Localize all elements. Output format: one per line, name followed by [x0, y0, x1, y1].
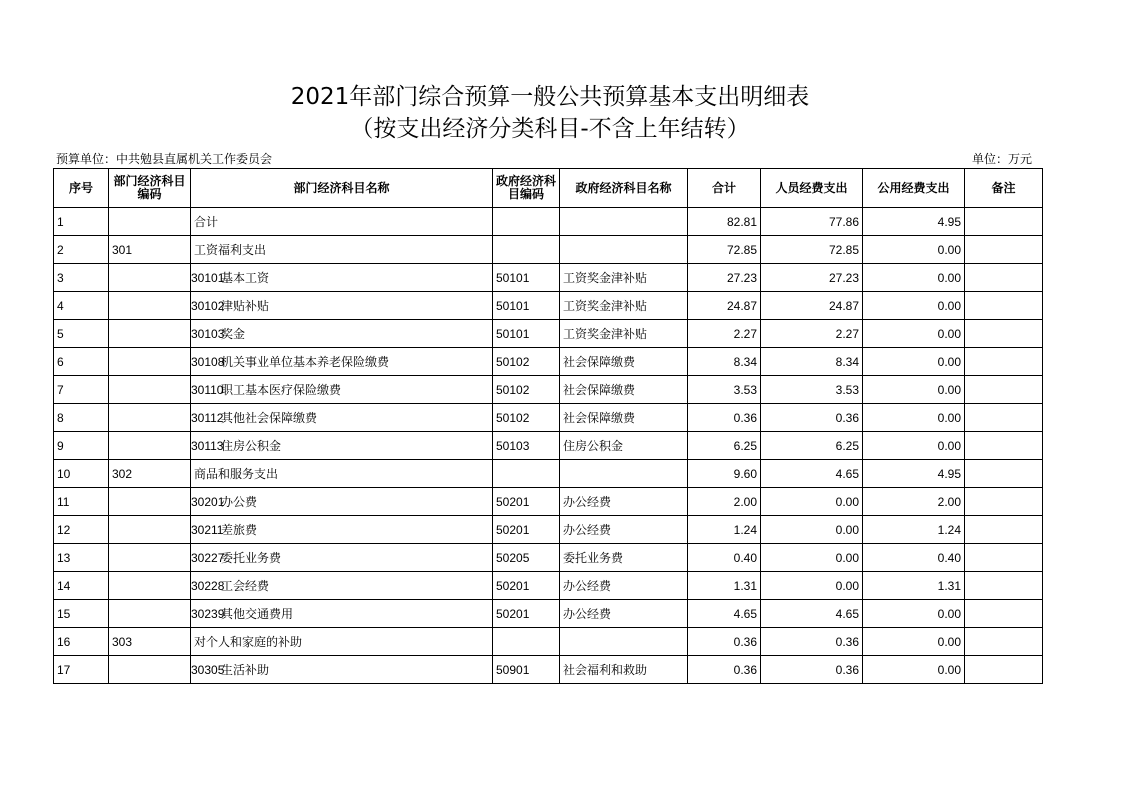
cell-public: 1.31: [863, 572, 965, 600]
cell-gov-code: 50205: [493, 544, 560, 572]
cell-public: 0.00: [863, 348, 965, 376]
cell-total: 72.85: [688, 236, 761, 264]
cell-total: 0.36: [688, 404, 761, 432]
cell-total: 2.27: [688, 320, 761, 348]
table-row: [54, 572, 1043, 600]
cell-gov-name: 社会保障缴费: [560, 348, 688, 376]
cell-gov-name: 办公经费: [560, 600, 688, 628]
cell-personnel: 0.36: [761, 404, 863, 432]
cell-public: 0.00: [863, 236, 965, 264]
cell-seq: 12: [54, 516, 109, 544]
table-row: [54, 320, 1043, 348]
cell-dept-code: 30201: [109, 488, 191, 516]
cell-dept-code: 30103: [109, 320, 191, 348]
cell-public: 0.00: [863, 600, 965, 628]
cell-seq: 7: [54, 376, 109, 404]
cell-remark: [965, 600, 1043, 628]
cell-total: 1.31: [688, 572, 761, 600]
cell-gov-code: 50201: [493, 516, 560, 544]
header-personnel: 人员经费支出: [761, 169, 863, 208]
cell-public: 4.95: [863, 460, 965, 488]
cell-gov-name: [560, 236, 688, 264]
cell-gov-code: 50103: [493, 432, 560, 460]
header-dept-name: 部门经济科目名称: [191, 169, 493, 208]
cell-personnel: 0.00: [761, 488, 863, 516]
cell-gov-code: 50101: [493, 264, 560, 292]
cell-dept-name: 基本工资: [191, 264, 493, 292]
cell-gov-code: 50101: [493, 320, 560, 348]
header-seq: 序号: [54, 169, 109, 208]
cell-seq: 2: [54, 236, 109, 264]
cell-dept-name: 机关事业单位基本养老保险缴费: [191, 348, 493, 376]
cell-total: 3.53: [688, 376, 761, 404]
cell-seq: 11: [54, 488, 109, 516]
cell-seq: 16: [54, 628, 109, 656]
cell-remark: [965, 516, 1043, 544]
cell-personnel: 4.65: [761, 600, 863, 628]
cell-dept-code: 30110: [109, 376, 191, 404]
cell-personnel: 6.25: [761, 432, 863, 460]
table-row: [54, 600, 1043, 628]
cell-total: 24.87: [688, 292, 761, 320]
cell-dept-code: 302: [109, 460, 191, 488]
cell-personnel: 0.36: [761, 656, 863, 684]
cell-gov-code: [493, 628, 560, 656]
table-row: [54, 208, 1043, 236]
table-body: [54, 208, 1043, 684]
cell-total: 0.36: [688, 628, 761, 656]
cell-public: 0.00: [863, 656, 965, 684]
cell-dept-code: 30228: [109, 572, 191, 600]
cell-public: 0.00: [863, 320, 965, 348]
cell-public: 4.95: [863, 208, 965, 236]
cell-dept-name: 津贴补贴: [191, 292, 493, 320]
table-row: [54, 544, 1043, 572]
cell-gov-name: 工资奖金津补贴: [560, 292, 688, 320]
cell-gov-code: 50102: [493, 404, 560, 432]
cell-dept-name: 生活补助: [191, 656, 493, 684]
cell-public: 2.00: [863, 488, 965, 516]
cell-dept-code: 30305: [109, 656, 191, 684]
cell-dept-code: 30101: [109, 264, 191, 292]
cell-total: 82.81: [688, 208, 761, 236]
cell-gov-code: 50901: [493, 656, 560, 684]
cell-public: 1.24: [863, 516, 965, 544]
page-title: 2021年部门综合预算一般公共预算基本支出明细表: [290, 84, 810, 110]
table-row: [54, 656, 1043, 684]
cell-total: 8.34: [688, 348, 761, 376]
header-gov-name: 政府经济科目名称: [560, 169, 688, 208]
cell-gov-code: [493, 236, 560, 264]
header-total: 合计: [688, 169, 761, 208]
table-row: [54, 404, 1043, 432]
cell-seq: 6: [54, 348, 109, 376]
cell-public: 0.40: [863, 544, 965, 572]
cell-remark: [965, 264, 1043, 292]
cell-remark: [965, 376, 1043, 404]
cell-seq: 3: [54, 264, 109, 292]
cell-remark: [965, 628, 1043, 656]
cell-gov-code: 50201: [493, 600, 560, 628]
cell-total: 2.00: [688, 488, 761, 516]
header-dept-code: 部门经济科目编码: [109, 169, 191, 208]
cell-dept-code: 30112: [109, 404, 191, 432]
table-row: [54, 516, 1043, 544]
cell-dept-name: 工资福利支出: [191, 236, 493, 264]
budget-unit-label: 预算单位：中共勉县直属机关工作委员会: [56, 152, 273, 166]
cell-total: 9.60: [688, 460, 761, 488]
cell-dept-name: 办公费: [191, 488, 493, 516]
cell-remark: [965, 404, 1043, 432]
cell-gov-name: 工资奖金津补贴: [560, 264, 688, 292]
cell-dept-code: 30113: [109, 432, 191, 460]
cell-total: 0.36: [688, 656, 761, 684]
cell-remark: [965, 348, 1043, 376]
cell-dept-name: 商品和服务支出: [191, 460, 493, 488]
cell-gov-code: [493, 208, 560, 236]
cell-dept-name: 奖金: [191, 320, 493, 348]
cell-gov-name: 社会保障缴费: [560, 376, 688, 404]
cell-gov-name: 社会保障缴费: [560, 404, 688, 432]
cell-personnel: 0.00: [761, 544, 863, 572]
cell-public: 0.00: [863, 292, 965, 320]
cell-gov-name: 工资奖金津补贴: [560, 320, 688, 348]
header-gov-code: 政府经济科目编码: [493, 169, 560, 208]
table-row: [54, 432, 1043, 460]
cell-gov-name: [560, 628, 688, 656]
cell-seq: 4: [54, 292, 109, 320]
cell-personnel: 72.85: [761, 236, 863, 264]
cell-public: 0.00: [863, 628, 965, 656]
cell-personnel: 77.86: [761, 208, 863, 236]
cell-remark: [965, 460, 1043, 488]
cell-total: 27.23: [688, 264, 761, 292]
cell-dept-name: 其他社会保障缴费: [191, 404, 493, 432]
cell-seq: 17: [54, 656, 109, 684]
cell-total: 6.25: [688, 432, 761, 460]
cell-gov-code: 50201: [493, 572, 560, 600]
table-row: [54, 376, 1043, 404]
cell-remark: [965, 656, 1043, 684]
cell-public: 0.00: [863, 432, 965, 460]
table-row: [54, 488, 1043, 516]
cell-gov-name: [560, 208, 688, 236]
cell-personnel: 0.36: [761, 628, 863, 656]
cell-dept-code: 30211: [109, 516, 191, 544]
cell-dept-code: [109, 208, 191, 236]
cell-remark: [965, 432, 1043, 460]
cell-remark: [965, 292, 1043, 320]
cell-dept-name: 其他交通费用: [191, 600, 493, 628]
table-row: [54, 264, 1043, 292]
cell-gov-code: 50102: [493, 348, 560, 376]
cell-gov-code: 50201: [493, 488, 560, 516]
cell-seq: 13: [54, 544, 109, 572]
cell-personnel: 3.53: [761, 376, 863, 404]
cell-remark: [965, 488, 1043, 516]
cell-gov-code: [493, 460, 560, 488]
cell-seq: 1: [54, 208, 109, 236]
cell-dept-name: 住房公积金: [191, 432, 493, 460]
cell-personnel: 24.87: [761, 292, 863, 320]
cell-dept-code: 30239: [109, 600, 191, 628]
cell-dept-name: 工会经费: [191, 572, 493, 600]
cell-remark: [965, 544, 1043, 572]
cell-dept-name: 差旅费: [191, 516, 493, 544]
cell-seq: 9: [54, 432, 109, 460]
cell-personnel: 0.00: [761, 516, 863, 544]
cell-gov-name: 办公经费: [560, 516, 688, 544]
cell-remark: [965, 320, 1043, 348]
table-row: [54, 460, 1043, 488]
cell-gov-name: [560, 460, 688, 488]
cell-personnel: 27.23: [761, 264, 863, 292]
cell-gov-code: 50102: [493, 376, 560, 404]
cell-personnel: 8.34: [761, 348, 863, 376]
cell-public: 0.00: [863, 404, 965, 432]
cell-personnel: 4.65: [761, 460, 863, 488]
cell-dept-name: 合计: [191, 208, 493, 236]
cell-public: 0.00: [863, 376, 965, 404]
cell-dept-code: 30227: [109, 544, 191, 572]
cell-seq: 15: [54, 600, 109, 628]
cell-personnel: 2.27: [761, 320, 863, 348]
header-public: 公用经费支出: [863, 169, 965, 208]
cell-dept-code: 30108: [109, 348, 191, 376]
cell-remark: [965, 572, 1043, 600]
cell-dept-code: 30102: [109, 292, 191, 320]
cell-dept-name: 对个人和家庭的补助: [191, 628, 493, 656]
cell-dept-name: 委托业务费: [191, 544, 493, 572]
cell-gov-name: 办公经费: [560, 488, 688, 516]
cell-gov-name: 办公经费: [560, 572, 688, 600]
cell-seq: 10: [54, 460, 109, 488]
table-row: [54, 348, 1043, 376]
cell-gov-name: 住房公积金: [560, 432, 688, 460]
cell-gov-name: 委托业务费: [560, 544, 688, 572]
cell-total: 4.65: [688, 600, 761, 628]
cell-gov-code: 50101: [493, 292, 560, 320]
table-row: [54, 628, 1043, 656]
table-row: [54, 236, 1043, 264]
cell-seq: 14: [54, 572, 109, 600]
table-row: [54, 292, 1043, 320]
cell-gov-name: 社会福利和救助: [560, 656, 688, 684]
cell-dept-name: 职工基本医疗保险缴费: [191, 376, 493, 404]
cell-public: 0.00: [863, 264, 965, 292]
table-header-row: [54, 169, 1043, 208]
page-subtitle: （按支出经济分类科目-不含上年结转）: [350, 116, 750, 142]
header-remark: 备注: [965, 169, 1043, 208]
cell-remark: [965, 208, 1043, 236]
budget-table: [53, 168, 1043, 684]
cell-dept-code: 303: [109, 628, 191, 656]
cell-seq: 5: [54, 320, 109, 348]
cell-seq: 8: [54, 404, 109, 432]
cell-remark: [965, 236, 1043, 264]
cell-dept-code: 301: [109, 236, 191, 264]
currency-unit-label: 单位：万元: [971, 152, 1032, 166]
cell-total: 0.40: [688, 544, 761, 572]
cell-personnel: 0.00: [761, 572, 863, 600]
cell-total: 1.24: [688, 516, 761, 544]
